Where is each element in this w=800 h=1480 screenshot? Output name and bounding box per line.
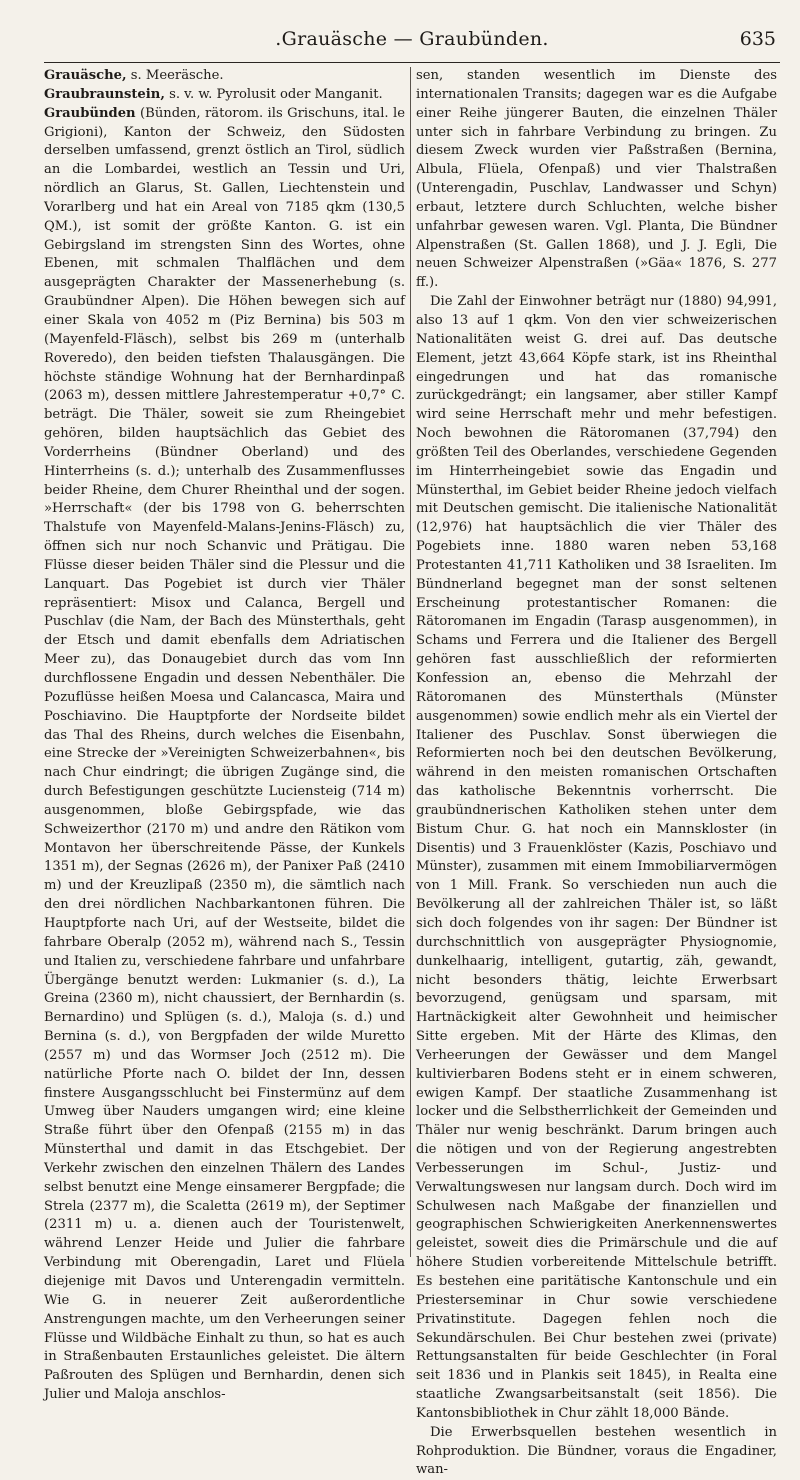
column-divider [405, 67, 416, 1257]
entry-grauasche [44, 67, 405, 86]
paragraph: Die Zahl der Einwohner beträgt nur (1880) 94,991, also 13 auf 1 qkm. Von den vier schweizerischen Nationalitäten weist G. drei auf. Das deutsche Element, jetzt 43,664 Köpfe stark, ist ins Rheinthal eingedrungen und hat das romanische zurückgedrängt; ein langsamer, aber stiller Kampf wird seine Herrschaft mehr und mehr befestigen. Noch bewohnen die Rätoromanen (37,794) den größten Teil des Oberlandes, verschiedene Gegenden im Hinterrheingebiet sowie das Engadin und Münsterthal, im Gebiet beider Rheine jedoch vielfach mit Deutschen gemischt. Die italienische Nationalität (12,976) hat hauptsächlich die vier Thäler des Pogebiets inne. 1880 waren neben 53,168 Protestanten 41,711 Katholiken und 38 Israeliten. Im Bündnerland begegnet man der sonst seltenen Erscheinung protestantischer Romanen: die Rätoromanen im Engadin (Tarasp ausgenommen), in Schams und Ferrera und die Italiener des Bergell gehören fast ausschließlich der reformierten Konfession an, ebenso die Mehrzahl der Rätoromanen des Münsterthals (Münster ausgenommen) sowie endlich mehr als ein Viertel der Italiener des Puschlav. Sonst überwiegen die Reformierten noch bei den deutschen Bevölkerung, während in den meisten romanischen Ortschaften das katholische Bekenntnis vorherrscht. Die graubündnerischen Katholiken stehen unter dem Bistum Chur. G. hat noch ein Mannskloster (in Disentis) und 3 Frauenklöster (Kazis, Poschiavo und Münster), zusammen mit einem Immobiliarvermögen von 1 Mill. Frank. So verschieden nun auch die Bevölkerung all der zahlreichen Thäler ist, so läßt sich doch folgendes von ihr sagen: Der Bündner ist durchschnittlich von ausgeprägter Physiognomie, dunkelhaarig, intelligent, gutartig, zäh, gewandt, nicht besonders thätig, leichte Erwerbsart bevorzugend, genügsam und sparsam, mit Hartnäckigkeit alter Gewohnheit und heimischer Sitte ergeben. Mit der Härte des Klimas, den Verheerungen der Gewässer und dem Mangel kultivierbaren Bodens steht er in einem schweren, ewigen Kampf. Der staatliche Zusammenhang ist locker und die Selbstherrlichkeit der Gemeinden und Thäler nur wenig beschränkt. Darum bringen auch die nötigen und von der Regierung angestrebten Verbesserungen im Schul-, Justiz- und Verwaltungswesen nur langsam durch. Doch wird im Schulwesen nach Maßgabe der finanziellen und geographischen Schwierigkeiten Anerkennenswertes geleistet, soweit dies die Primärschule und die auf höhere Studien vorbereitende Mittelschule betrifft. Es bestehen eine paritätische Kantonschule und ein Priesterseminar in Chur sowie verschiedene Privatinstitute. Dagegen fehlen noch die Sekundärschulen. Bei Chur bestehen zwei (private) Rettungsanstalten für beide Geschlechter (in Foral seit 1836 und in Plankis seit 1845), in Realta eine staatliche Zwangsarbeitsanstalt (seit 1856). Die Kantonsbibliothek in Chur zählt 18,000 Bände. [416, 294, 777, 1421]
text-columns [44, 67, 780, 1478]
paragraph: Die Erwerbsquellen bestehen wesentlich in Rohproduktion. Die Bündner, voraus die Engadiner, wan- [416, 1424, 777, 1478]
left-column [44, 67, 405, 1403]
entry-text: s. v. w. Pyrolusit oder Manganit. [164, 86, 383, 102]
headword: Graubünden [44, 105, 136, 121]
entry-text: s. Meeräsche. [126, 68, 224, 83]
page-number: 635 [739, 28, 776, 50]
page-header [44, 22, 780, 63]
entry-graubraunstein [44, 86, 405, 105]
entry-graubuenden [44, 105, 405, 1405]
entry-text: (Bünden, rätorom. ils Grischuns, ital. le Grigioni), Kanton der Schweiz, den Südosten derselben umfassend, grenzt östlich an Tirol, südlich an die Lombardei, westlich an Tessin und Uri, nördlich an Glarus, St. Gallen, Liechtenstein und Vorarlberg und hat ein Areal von 7185 qkm (130,5 QM.), ist somit der größte Kanton. G. ist ein Gebirgsland im strengsten Sinn des Wortes, ohne Ebenen, mit schmalen Thalflächen und dem ausgeprägten Charakter der Massenerhebung (s. Graubündner Alpen). Die Höhen bewegen sich auf einer Skala von 4052 m (Piz Bernina) bis 503 m (Mayenfeld-Fläsch), selbst bis 269 m (unterhalb Roveredo), den beiden tiefsten Thalausgängen. Die höchste ständige Wohnung hat der Bernhardinpaß (2063 m), dessen mittlere Jahrestemperatur +0,7° C. beträgt. Die Thäler, soweit sie zum Rheingebiet gehören, bilden hauptsächlich das Gebiet des Vorderrheins (Bündner Oberland) und des Hinterrheins (s. d.); unterhalb des Zusammenflusses beider Rheine, dem Churer Rheinthal und der sogen. »Herrschaft« (der bis 1798 von G. beherrschten Thalstufe von Mayenfeld-Malans-Jenins-Fläsch) zu, öffnen sich nur noch Schanvic und Prätigau. Die Flüsse dieser beiden Thäler sind die Plessur und die Lanquart. Das Pogebiet ist durch vier Thäler repräsentiert: Misox und Calanca, Bergell und Puschlav (die Nam, der Bach des Münsterthals, geht der Etsch und damit ebenfalls dem Adriatischen Meer zu), das Donaugebiet durch das vom Inn durchflossene Engadin und dessen Nebenthäler. Die Pozuflüsse heißen Moesa und Calancasca, Maira und Poschiavino. Die Hauptpforte der Nordseite bildet das Thal des Rheins, durch welches die Eisenbahn, eine Strecke der »Vereinigten Schweizerbahnen«, bis nach Chur eindringt; die übrigen Zugänge sind, die durch Befestigungen geschützte Luciensteig (714 m) ausgenommen, bloße Gebirgspfade, wie das Schweizerthor (2170 m) und andre den Rätikon vom Montavon her überschreitende Pässe, der Kunkels 1351 m), der Segnas (2626 m), der Panixer Paß (2410 m) und der Kreuzlipaß (2350 m), die sämtlich nach den drei nördlichen Nachbarkantonen führen. Die Hauptpforte nach Uri, auf der Westseite, bildet die fahrbare Oberalp (2052 m), während nach S., Tessin und Italien zu, verschiedene fahrbare und unfahrbare Übergänge benutzt werden: Lukmanier (s. d.), La Greina (2360 m), nicht chaussiert, der Bernhardin (s. Bernardino) und Splügen (s. d.), Maloja (s. d.) und Bernina (s. d.), von Bergpfaden der wilde Muretto (2557 m) und das Wormser Joch (2512 m). Die natürliche Pforte nach O. bildet der Inn, dessen finstere Ausgangsschlucht bei Finstermünz auf dem Umweg über Nauders umgangen wird; eine kleine Straße führt über den Ofenpaß (2155 m) in das Münsterthal und damit in das Etschgebiet. Der Verkehr zwischen den einzelnen Thälern des Landes selbst benutzt eine Menge einsamerer Bergpfade; die Strela (2377 m), die Scaletta (2619 m), der Septimer (2311 m) u. a. dienen auch der Touristenwelt, während Lenzer Heide und Julier die fahrbare Verbindung mit Oberengadin, Laret und Flüela diejenige mit Davos und Unterengadin vermitteln. Wie G. in neuerer Zeit außerordentliche Anstrengungen machte, um den Verheerungen seiner Flüsse und Wildbäche Einhalt zu thun, so hat es auch in Straßenbauten Erstaunliches geleistet. Die ältern Paßrouten des Splügen und Bernhardin, denen sich Julier und Maloja anschlos- [44, 105, 405, 1403]
headword: Graubraunstein, [44, 86, 165, 102]
headword: Grauäsche, [44, 68, 127, 83]
right-column [416, 67, 777, 1478]
paragraph: sen, standen wesentlich im Dienste des internationalen Transits; dagegen war es die Aufgabe einer Reihe jüngerer Bauten, die einzelnen Thäler unter sich in fahrbare Verbindung zu bringen. Zu diesem Zweck wurden vier Paßstraßen (Bernina, Albula, Flüela, Ofenpaß) und vier Thalstraßen (Unterengadin, Puschlav, Landwasser und Schyn) erbaut, letztere durch Schluchten, welche bisher unfahrbar gewesen waren. Vgl. Planta, Die Bündner Alpenstraßen (St. Gallen 1868), und J. J. Egli, Die neuen Schweizer Alpenstraßen (»Gäa« 1876, S. 277 ff.). [416, 68, 777, 291]
running-title: .Grauäsche — Graubünden. [275, 28, 549, 50]
